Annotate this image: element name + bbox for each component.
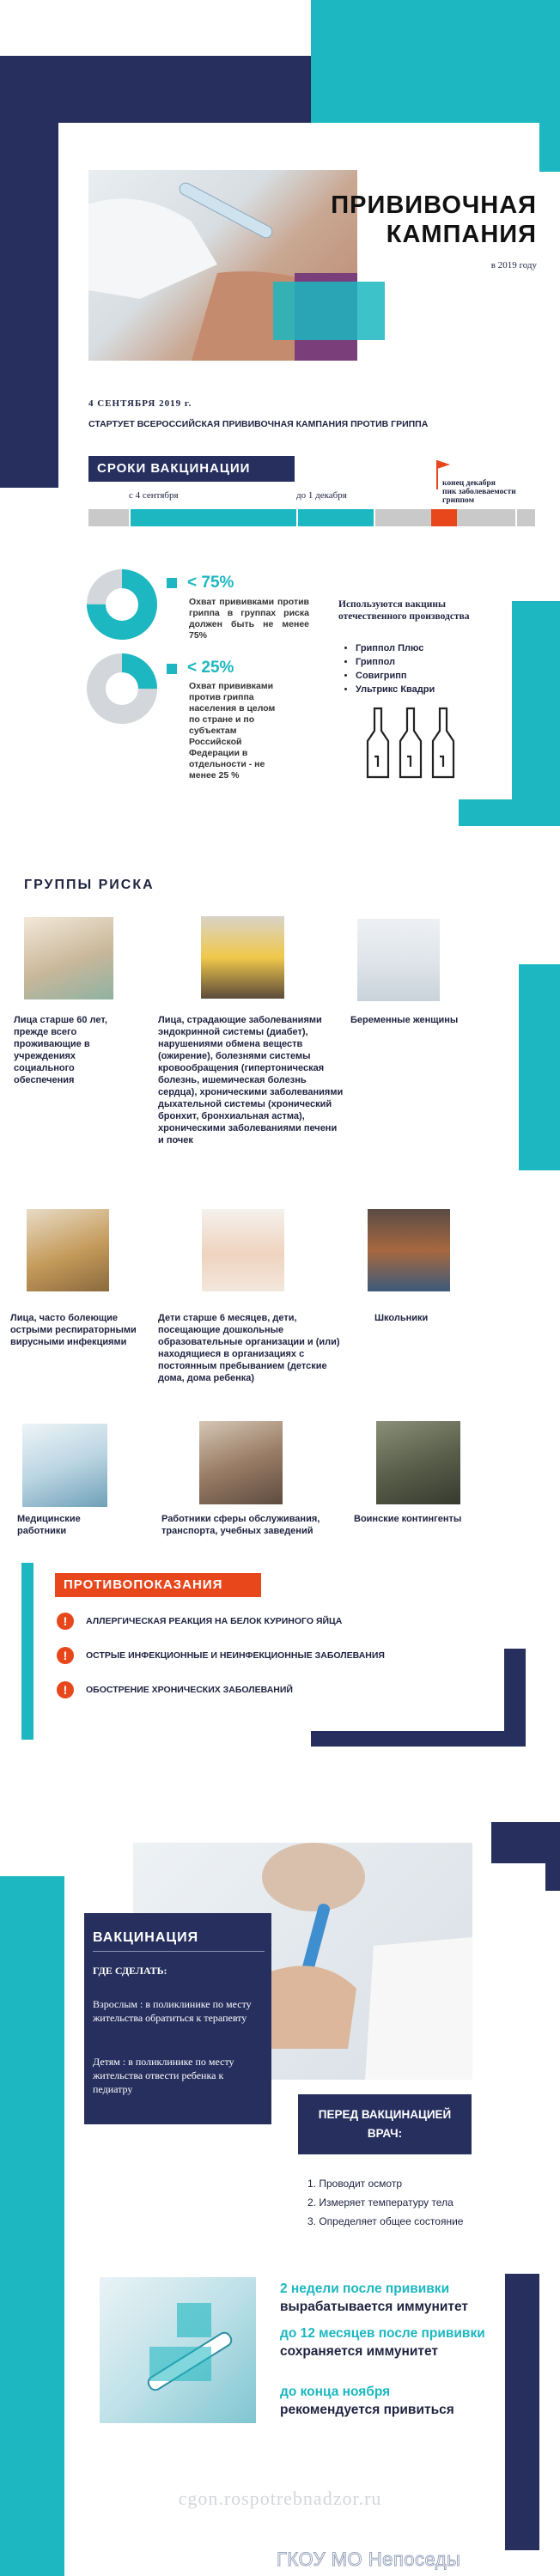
intro-date: 4 СЕНТЯБРЯ 2019 г. bbox=[88, 398, 192, 409]
timeline-vaccination-bar bbox=[129, 509, 374, 526]
intro-headline: СТАРТУЕТ ВСЕРОССИЙСКАЯ ПРИВИВОЧНАЯ КАМПАНИЯ ПРОТИВ ГРИППА bbox=[88, 419, 429, 429]
after-fact-2 bbox=[280, 2324, 495, 2360]
risk-label-service: Работники сферы обслуживания, транспорта, учебных заведений bbox=[161, 1514, 320, 1536]
timeline-divider-2 bbox=[296, 509, 298, 526]
after-fact-2-rest: сохраняется иммунитет bbox=[280, 2344, 438, 2359]
after-fact-1-rest: вырабатывается иммунитет bbox=[280, 2300, 468, 2314]
risk-photo-elderly bbox=[24, 917, 113, 999]
timeline-peak-label bbox=[442, 479, 516, 505]
timeline-divider-4 bbox=[515, 509, 517, 526]
warning-icon: ! bbox=[57, 1681, 74, 1698]
risk-label-students: Школьники bbox=[374, 1313, 429, 1323]
hero-title-line2: КАМПАНИЯ bbox=[386, 221, 537, 248]
vaccine-item: • Совигрипп bbox=[356, 669, 435, 683]
after-fact-3-rest: рекомендуется привиться bbox=[280, 2403, 454, 2417]
risk-heading: ГРУППЫ РИСКА bbox=[24, 878, 155, 892]
risk-photo-sick bbox=[27, 1209, 109, 1291]
risk-photo-baby bbox=[202, 1209, 284, 1291]
stat1-value: < 75% bbox=[187, 574, 234, 592]
risk-label-military: Воинские контингенты bbox=[354, 1514, 462, 1524]
warning-icon: ! bbox=[57, 1613, 74, 1630]
vacc-title: ВАКЦИНАЦИЯ bbox=[93, 1930, 199, 1945]
contra-teal-left bbox=[21, 1563, 33, 1740]
risk-label-medical: Медицинские работники bbox=[17, 1514, 81, 1536]
timeline-divider-1 bbox=[129, 509, 131, 526]
stat2-text: Охват прививками против гриппа населения в целом по стране и по субъектам Российской Федерации в отдельности - не менее 25 % bbox=[189, 681, 276, 781]
peak-line3: гриппом bbox=[442, 496, 475, 505]
peak-line1: конец декабря bbox=[442, 479, 496, 488]
risk-label-children: Дети старше 6 месяцев, дети, посещающие дошкольные образовательные организации и (или) находящиеся в организациях с постоянным пребыванием (детские дома, дома ребенка) bbox=[158, 1313, 340, 1383]
contra-item: ОСТРЫЕ ИНФЕКЦИОННЫЕ И НЕИНФЕКЦИОННЫЕ ЗАБОЛЕВАНИЯ bbox=[86, 1650, 385, 1661]
hero-year: в 2019 году bbox=[490, 260, 537, 270]
stat2-square-icon bbox=[167, 664, 177, 674]
hero-teal-accent bbox=[273, 282, 385, 340]
timeline-end-label: до 1 декабря bbox=[296, 490, 347, 501]
stat2-value: < 25% bbox=[187, 659, 234, 677]
footer-site: cgon.rospotrebnadzor.ru bbox=[178, 2488, 382, 2509]
risk-photo-medical bbox=[22, 1424, 107, 1507]
vacc-teal-left bbox=[0, 1876, 64, 2576]
risk-photo-pregnant bbox=[357, 919, 440, 1001]
vacc-where: ГДЕ СДЕЛАТЬ: bbox=[93, 1965, 167, 1977]
coverage-donut-25 bbox=[86, 653, 158, 725]
before-title bbox=[298, 2105, 472, 2143]
vaccines-list bbox=[344, 641, 435, 696]
risk-label-pregnant: Беременные женщины bbox=[350, 1015, 459, 1025]
vaccine-vials-icon bbox=[362, 705, 466, 781]
vaccine-item: • Гриппол Плюс bbox=[356, 641, 435, 655]
risk-label-chronic: Лица, страдающие заболеваниями эндокринной системы (диабет), нарушениями обмена веществ (ожирение), болезнями системы кровообращения (гипертоническая болезнь, ишемическая болезнь сердца), хроническими заболеваниями дыхательной системы (хронический бронхит, бронхиальная астма), хроническими заболеваниями печени и почек bbox=[158, 1015, 344, 1145]
hero-title-line1: ПРИВИВОЧНАЯ bbox=[331, 191, 537, 219]
contra-item: ОБОСТРЕНИЕ ХРОНИЧЕСКИХ ЗАБОЛЕВАНИЙ bbox=[86, 1685, 293, 1695]
before-step: 2. Измеряет температуру тела bbox=[307, 2196, 453, 2208]
after-fact-1-accent: 2 недели после прививки bbox=[280, 2281, 450, 2296]
vacc-children: Детям : в поликлинике по месту жительства отвести ребенка к педиатру bbox=[93, 2056, 234, 2095]
before-title-line1: ПЕРЕД ВАКЦИНАЦИЕЙ bbox=[318, 2108, 452, 2121]
vaccines-heading: Используются вакцины отечественного производства bbox=[338, 599, 470, 622]
before-step: 3. Определяет общее состояние bbox=[307, 2215, 464, 2227]
hero-title bbox=[292, 191, 537, 249]
risk-photo-chronic bbox=[201, 916, 284, 999]
timeline-divider-3 bbox=[374, 509, 375, 526]
vacc-adults: Взрослым : в поликлинике по месту жительства обратиться к терапевту bbox=[93, 1998, 252, 2024]
footer-watermark: ГКОУ МО Непоседы bbox=[277, 2549, 461, 2570]
before-steps bbox=[307, 2174, 463, 2231]
stat1-text: Охват прививками против гриппа в группах риска должен быть не менее 75% bbox=[189, 597, 309, 641]
contra-item: АЛЛЕРГИЧЕСКАЯ РЕАКЦИЯ НА БЕЛОК КУРИНОГО ЯЙЦА bbox=[86, 1616, 343, 1626]
timeline-header: СРОКИ ВАКЦИНАЦИИ bbox=[88, 456, 295, 482]
after-fact-2-accent: до 12 месяцев после прививки bbox=[280, 2326, 485, 2341]
before-title-line2: ВРАЧ: bbox=[367, 2127, 403, 2140]
timeline-start-label: с 4 сентября bbox=[129, 490, 179, 501]
after-fact-3 bbox=[280, 2383, 495, 2419]
risk-label-sick: Лица, часто болеющие острыми респираторными вирусными инфекциями bbox=[10, 1313, 137, 1347]
warning-icon: ! bbox=[57, 1647, 74, 1664]
after-teal-accent bbox=[149, 2347, 211, 2381]
risk-photo-students bbox=[368, 1209, 450, 1291]
peak-line2: пик заболеваемости bbox=[442, 488, 516, 496]
after-fact-3-accent: до конца ноября bbox=[280, 2385, 391, 2399]
risk-photo-military bbox=[376, 1421, 460, 1504]
coverage-donut-75 bbox=[86, 568, 158, 641]
risk-photo-service bbox=[199, 1421, 283, 1504]
timeline-peak-marker bbox=[431, 509, 457, 526]
contra-heading: ПРОТИВОПОКАЗАНИЯ bbox=[55, 1573, 261, 1597]
after-fact-1 bbox=[280, 2280, 495, 2316]
before-step: 1. Проводит осмотр bbox=[307, 2178, 403, 2190]
vacc-title-rule bbox=[93, 1951, 265, 1952]
vaccine-item: • Гриппол bbox=[356, 655, 435, 669]
vaccine-item: • Ультрикс Квадри bbox=[356, 683, 435, 696]
stat1-square-icon bbox=[167, 578, 177, 588]
risk-label-elderly: Лица старше 60 лет, прежде всего проживающие в учреждениях социального обеспечения bbox=[14, 1015, 107, 1085]
